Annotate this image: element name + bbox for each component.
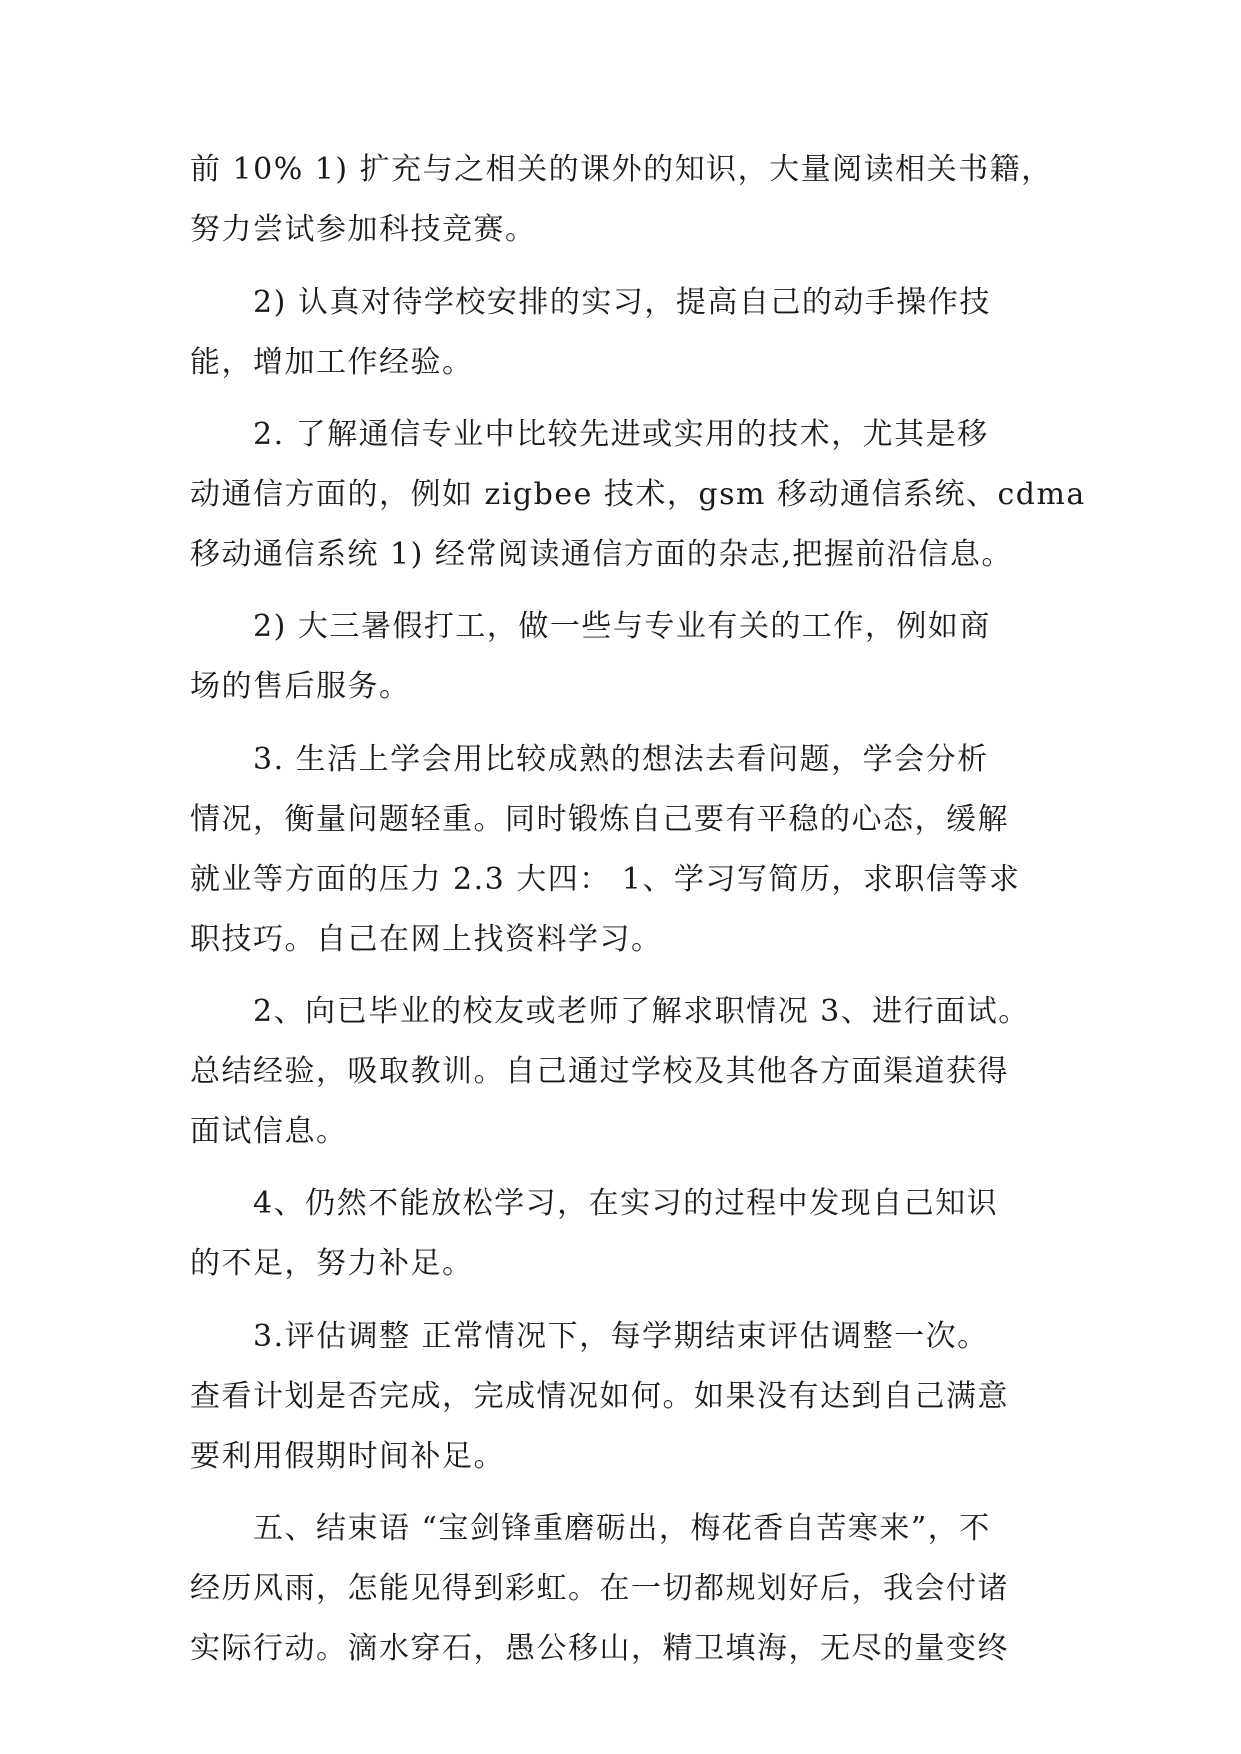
text-line: 2. 了解通信专业中比较先进或实用的技术，尤其是移 [253,417,989,452]
text-line: 查看计划是否完成，完成情况如何。如果没有达到自己满意 [190,1379,1009,1414]
text-line: 面试信息。 [190,1114,348,1149]
text-line: 前 10% 1) 扩充与之相关的课外的知识，大量阅读相关书籍， [190,152,1053,187]
text-line: 经历风雨，怎能见得到彩虹。在一切都规划好后，我会付诸 [190,1571,1009,1606]
text-line: 能，增加工作经验。 [190,345,474,380]
text-line: 2) 大三暑假打工，做一些与专业有关的工作，例如商 [253,609,991,644]
text-line: 场的售后服务。 [190,669,411,704]
text-line: 实际行动。滴水穿石，愚公移山，精卫填海，无尽的量变终 [190,1631,1009,1666]
text-line: 4、仍然不能放松学习，在实习的过程中发现自己知识 [253,1186,999,1221]
text-line: 3. 生活上学会用比较成熟的想法去看问题，学会分析 [253,742,989,777]
text-line: 职技巧。自己在网上找资料学习。 [190,922,663,957]
text-line: 动通信方面的，例如 zigbee 技术，gsm 移动通信系统、cdma [190,477,1086,512]
text-line: 移动通信系统 1) 经常阅读通信方面的杂志,把握前沿信息。 [190,537,1013,572]
text-line: 的不足，努力补足。 [190,1246,474,1281]
text-line: 五、结束语 “宝剑锋重磨砺出，梅花香自苦寒来”，不 [253,1511,991,1546]
text-line: 就业等方面的压力 2.3 大四： 1、学习写简历，求职信等求 [190,862,1021,897]
text-line: 努力尝试参加科技竞赛。 [190,212,537,247]
text-line: 2、向已毕业的校友或老师了解求职情况 3、进行面试。 [253,994,1030,1029]
text-line: 2) 认真对待学校安排的实习，提高自己的动手操作技 [253,285,991,320]
text-line: 情况，衡量问题轻重。同时锻炼自己要有平稳的心态，缓解 [190,802,1009,837]
text-line: 3.评估调整 正常情况下，每学期结束评估调整一次。 [253,1319,989,1354]
text-line: 总结经验，吸取教训。自己通过学校及其他各方面渠道获得 [190,1054,1009,1089]
text-line: 要利用假期时间补足。 [190,1439,505,1474]
